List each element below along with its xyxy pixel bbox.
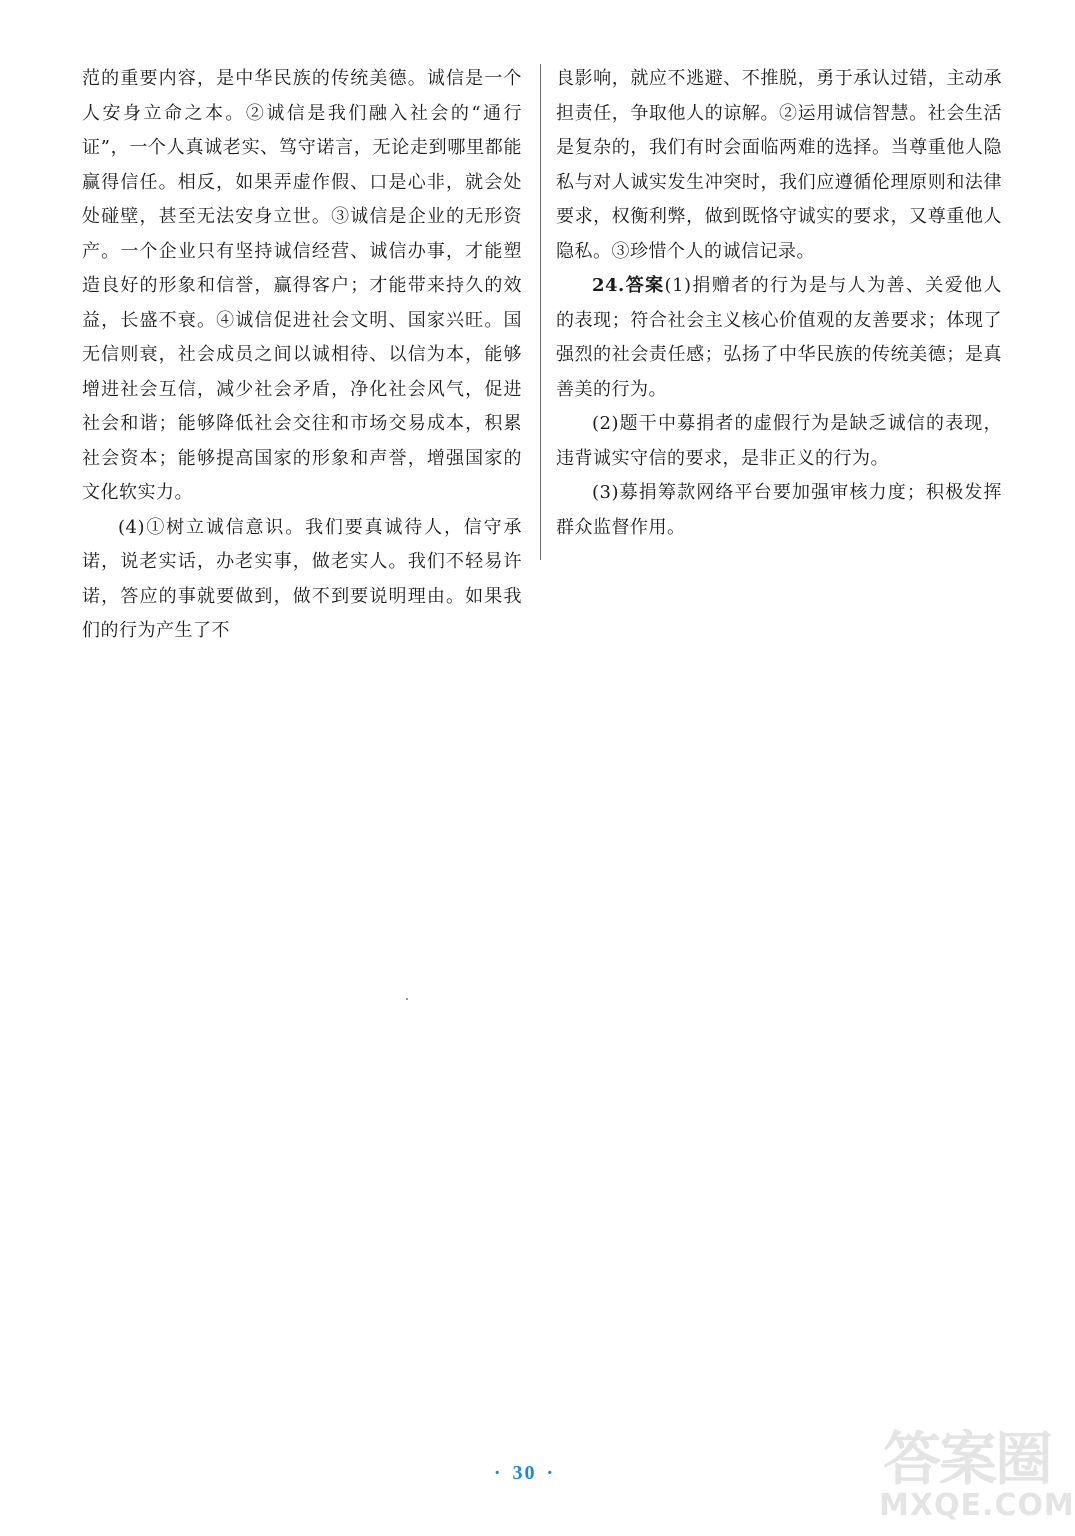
watermark-site-text: MXQE.COM [879, 1488, 1075, 1523]
question-24-part-3: (3)募捐筹款网络平台要加强审核力度；积极发挥群众监督作用。 [556, 482, 1002, 538]
question-24-number: 24. [592, 275, 625, 296]
watermark-logo-text: 答案圈 [883, 1425, 1052, 1493]
column-divider [540, 64, 541, 560]
watermark-logo [871, 1408, 1075, 1528]
right-paragraph-continued: 良影响，就应不逃避、不推脱，勇于承认过错，主动承担责任，争取他人的谅解。②运用诚信智慧。社会生活是复杂的，我们有时会面临两难的选择。当尊重他人隐私与对人诚实发生冲突时，我们应遵循伦理原则和法律要求，权衡利弊，做到既恪守诚实的要求，又尊重他人隐私。③珍惜个人的诚信记录。 [556, 68, 1002, 262]
scan-speck [406, 998, 408, 1000]
question-24-part-1: (1)捐赠者的行为是与人为善、关爱他人的表现；符合社会主义核心价值观的友善要求；体现了强烈的社会责任感；弘扬了中华民族的传统美德；是真善美的行为。 [556, 275, 1003, 400]
page-number-value: 30 [512, 1462, 537, 1484]
right-column [556, 62, 1002, 545]
question-24-part-2: (2)题干中募捐者的虚假行为是缺乏诚信的表现，违背诚实守信的要求，是非正义的行为。 [556, 413, 1002, 469]
left-column [82, 62, 522, 649]
page-number-dot-right: · [546, 1462, 556, 1484]
left-paragraph-part-4: (4)①树立诚信意识。我们要真诚待人，信守承诺，说老实话，办老实事，做老实人。我们不轻易许诺，答应的事就要做到，做不到要说明理由。如果我们的行为产生了不 [82, 516, 522, 641]
question-24-answer [556, 269, 1002, 407]
answer-label: 答案 [624, 275, 665, 296]
page-number-dot-left: · [493, 1462, 503, 1484]
left-paragraph-continued: 范的重要内容，是中华民族的传统美德。诚信是一个人安身立命之本。②诚信是我们融入社会的“通行证”，一个人真诚老实、笃守诺言，无论走到哪里都能赢得信任。相反，如果弄虚作假、口是心非，就会处处碰壁，甚至无法安身立世。③诚信是企业的无形资产。一个企业只有坚持诚信经营、诚信办事，才能塑造良好的形象和信誉，赢得客户；才能带来持久的效益，长盛不衰。④诚信促进社会文明、国家兴旺。国无信则衰，社会成员之间以诚相待、以信为本，能够增进社会互信，减少社会矛盾，净化社会风气，促进社会和谐；能够降低社会交往和市场交易成本，积累社会资本；能够提高国家的形象和声誉，增强国家的文化软实力。 [82, 68, 522, 503]
